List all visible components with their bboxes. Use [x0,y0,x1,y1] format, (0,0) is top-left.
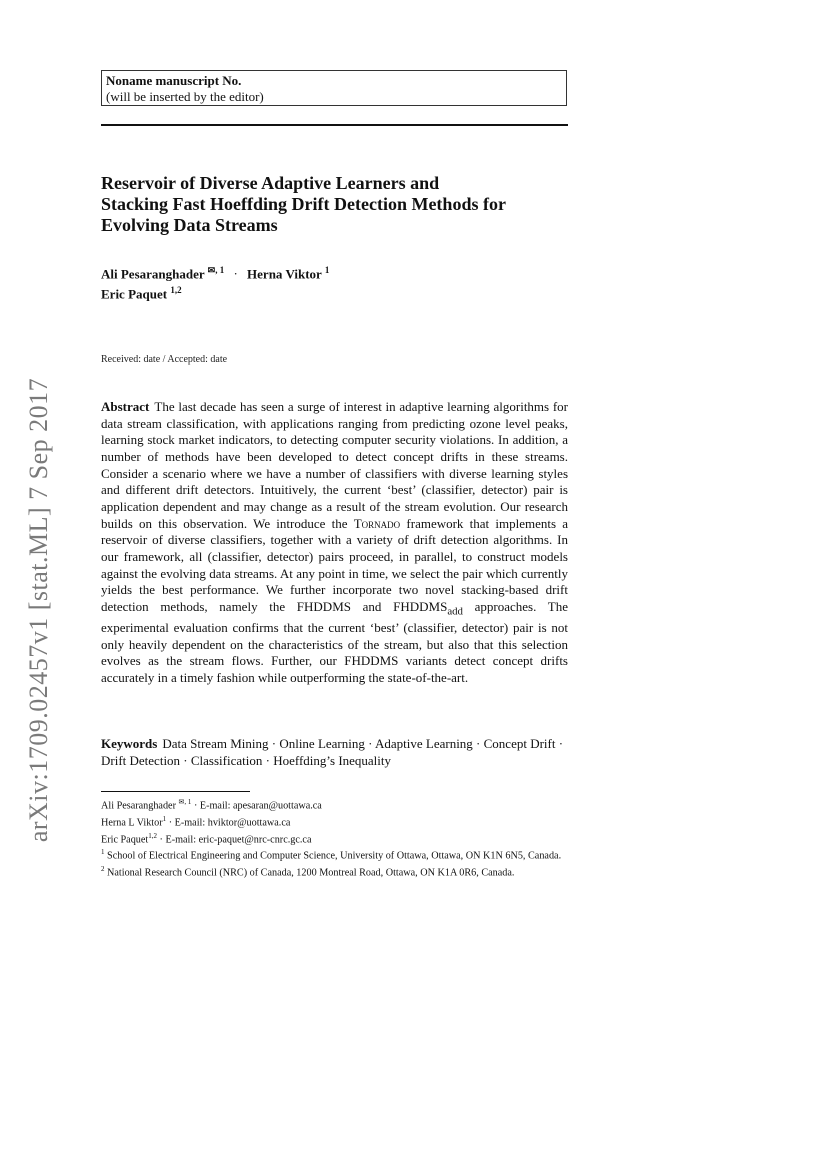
author-affiliation-mark: 1,2 [170,285,182,296]
affiliation-text: National Research Council (NRC) of Canada, 1200 Montreal Road, Ottawa, ON K1A 0R6, Canada. [107,867,515,879]
footnote-affiliation-1 [101,846,568,863]
author-name: Eric Paquet [101,286,168,302]
header-rule [101,124,568,126]
author-separator: · [233,266,238,282]
footnote-author-2 [101,813,568,830]
title-line-3: Evolving Data Streams [101,215,278,235]
affiliation-number: 1 [101,848,105,857]
footnote-author-name: Ali Pesaranghader [101,800,176,812]
footnotes [101,796,568,880]
footnote-affiliation-mark: ✉, 1 [178,798,192,806]
footnote-author-name: Herna L Viktor [101,817,163,829]
abstract-text: approaches. The experimental evaluation confirms that the current ‘best’ (classifier, detector) pair is not only heavily dependent on the characteristics of the stream, but also that this selection evolves as the stream flows. Further, our FHDDMS variants detect concept drifts accurately in a timely fashion while outperforming the state-of-the-art. [101,598,569,686]
affiliation-number: 2 [101,865,105,874]
abstract-label: Abstract [101,399,150,414]
received-accepted-line: Received: date / Accepted: date [101,354,228,365]
editor-note-box [101,70,567,106]
footnote-email: · E-mail: apesaran@uottawa.ca [193,800,322,812]
footnote-affiliation-mark: 1,2 [148,831,157,840]
author-name: Herna Viktor [247,266,322,282]
arxiv-sidebar-stamp [18,360,60,860]
keywords-paragraph [101,735,568,769]
title-line-1: Reservoir of Diverse Adaptive Learners and [101,173,440,193]
keywords-label: Keywords [101,736,158,751]
keywords-text: Data Stream Mining · Online Learning · Adaptive Learning · Concept Drift · Drift Detection · Classification · Hoeffding’s Inequality [101,736,564,768]
editor-insert-note: (will be inserted by the editor) [106,89,264,104]
footnote-affiliation-2 [101,863,568,880]
affiliation-text: School of Electrical Engineering and Computer Science, University of Ottawa, Ottawa, ON K1N 6N5, Canada. [107,850,562,862]
author-affiliation-mark: 1 [324,265,330,275]
author-line-1 [101,262,561,282]
footnote-author-3 [101,830,568,847]
footnote-author-1 [101,796,568,813]
author-name: Ali Pesaranghader [101,266,205,282]
framework-name: Tornado [353,515,401,531]
author-list [101,262,561,303]
author-affiliation-mark: ✉, 1 [207,265,225,275]
paper-title [101,173,581,236]
footnote-email: · E-mail: hviktor@uottawa.ca [168,817,291,829]
footnote-affiliation-mark: 1 [162,814,167,823]
footnote-rule [101,791,250,792]
title-line-2: Stacking Fast Hoeffding Drift Detection Methods for [101,194,506,214]
arxiv-identifier: arXiv:1709.02457v1 [stat.ML] 7 Sep 2017 [24,377,53,843]
subscript-add: add [447,605,463,618]
abstract-paragraph [101,399,568,687]
abstract-text: framework that implements a reservoir of diverse classifiers, together with a variety of drift detection algorithms. In our framework, all (classifier, detector) pairs proceed, in parallel, to construct models against the evolving data streams. At any point in time, we select the pair which currently yields the best performance. We further incorporate two novel stacking-based drift detection methods, namely the FHDDMS and FHDDMS [101,515,569,614]
footnote-author-name: Eric Paquet [101,833,149,845]
manuscript-number-label: Noname manuscript No. [106,73,242,88]
author-line-2 [101,282,561,302]
abstract-text: The last decade has seen a surge of interest in adaptive learning algorithms for data stream classification, with applications ranging from predicting ozone level peaks, learning stock market indicators, to detecting computer security violations. In addition, a number of methods have been developed to detect concept drifts in these streams. Consider a scenario where we have a number of classifiers with diverse learning styles and different drift detectors. Intuitively, the current ‘best’ (classifier, detector) pair is application dependent and may change as a result of the stream evolution. Our research builds on this observation. We introduce the [101,399,568,531]
footnote-email: · E-mail: eric-paquet@nrc-cnrc.gc.ca [159,833,312,845]
